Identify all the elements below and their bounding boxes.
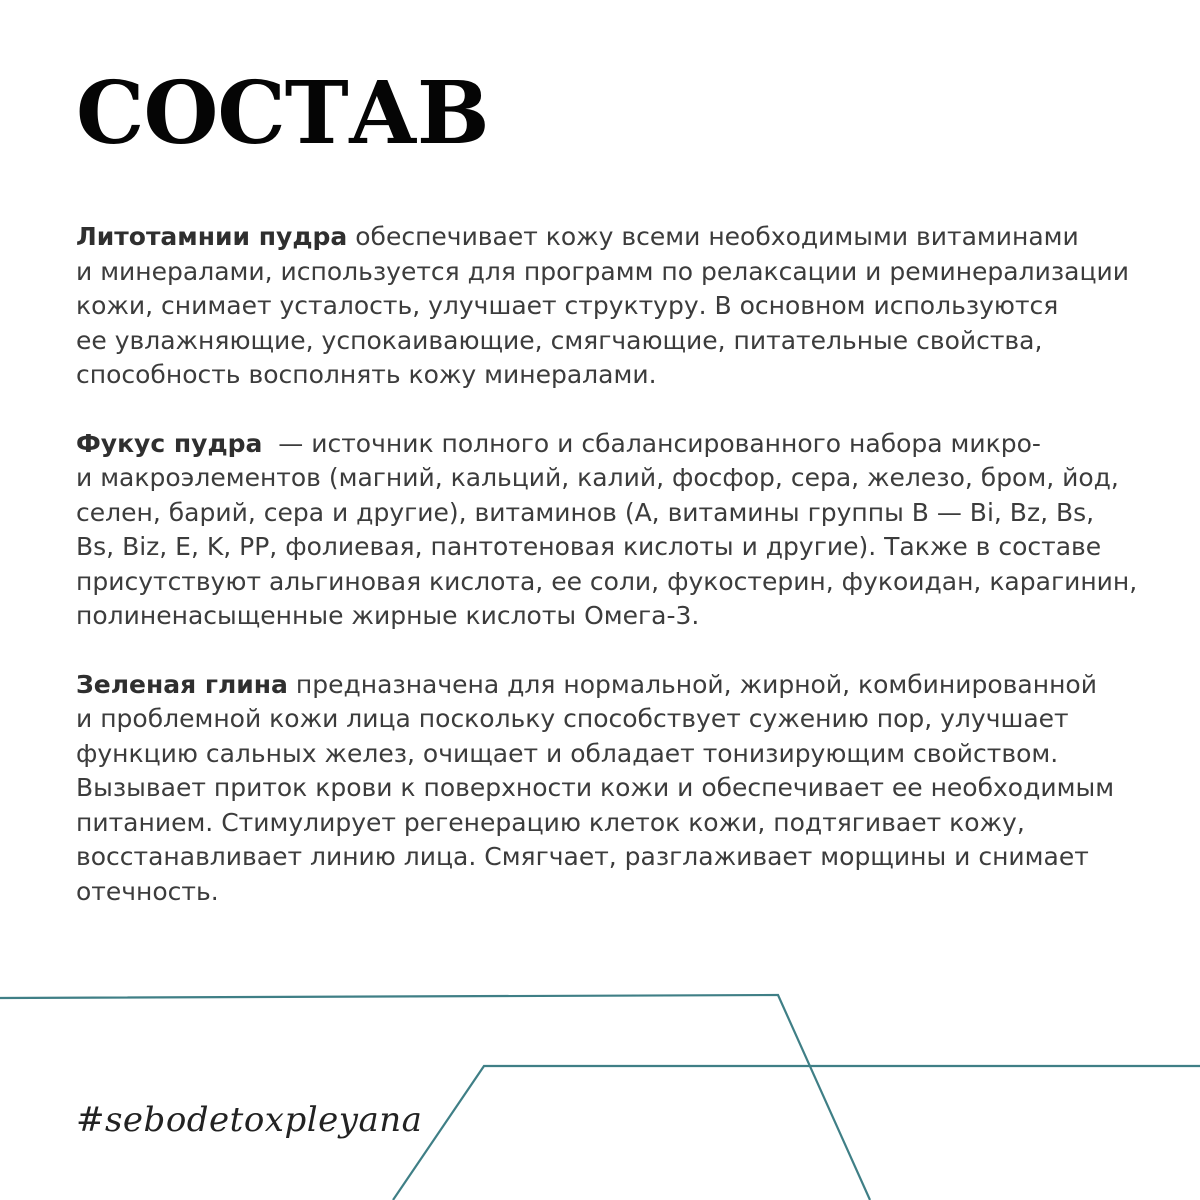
paragraph-line: Bs, Biz, E, K, PP, фолиевая, пантотеновая кислоты и другие). Также в составе <box>76 532 1102 561</box>
paragraph-line: ее увлажняющие, успокаивающие, смягчающие, питательные свойства, <box>76 325 1043 355</box>
ingredient-heading: Фукус пудра <box>76 428 263 458</box>
ingredient-heading: Зеленая глина <box>76 669 288 699</box>
page-title: СОСТАВ <box>76 63 489 164</box>
ingredient-heading: Литотамнии пудра <box>76 222 348 251</box>
paragraph-line: и макроэлементов (магний, кальций, калий, фосфор, сера, железо, бром, йод, <box>76 463 1119 492</box>
paragraph-line: способность восполнять кожу минералами. <box>76 360 657 389</box>
paragraph-line: и минералами, используется для программ по релаксации и реминерализации <box>76 256 1129 286</box>
paragraph-line: отечность. <box>76 876 219 906</box>
paragraph-line: питанием. Стимулирует регенерацию клеток кожи, подтягивает кожу, <box>76 807 1025 837</box>
paragraph-line: восстанавливает линию лица. Смягчает, разглаживает морщины и снимает <box>76 842 1089 871</box>
hashtag: #sebodetoxpleyana <box>76 1100 423 1140</box>
paragraph-line: Вызывает приток крови к поверхности кожи и обеспечивает ее необходимым <box>76 773 1115 802</box>
line-text: предназначена для нормальной, жирной, комбинированной <box>287 669 1097 699</box>
paragraph-line: и проблемной кожи лица поскольку способствует сужению пор, улучшает <box>76 704 1069 733</box>
paragraph-line: присутствуют альгиновая кислота, ее соли, фукостерин, фукоидан, карагинин, <box>76 566 1138 596</box>
paragraph-line: селен, барий, сера и другие), витаминов (А, витамины группы В — Bi, Bz, Bs, <box>76 497 1095 527</box>
line-text: — источник полного и сбалансированного набора микро- <box>262 428 1041 458</box>
paragraph-line: кожи, снимает усталость, улучшает структуру. В основном используются <box>76 291 1059 320</box>
paragraph-line: полиненасыщенные жирные кислоты Омега-3. <box>76 601 700 630</box>
line-text: обеспечивает кожу всеми необходимыми витаминами <box>347 222 1079 251</box>
decorative-line-lower <box>393 1066 1200 1200</box>
paragraph-line: функцию сальных желез, очищает и обладает тонизирующим свойством. <box>76 738 1059 768</box>
